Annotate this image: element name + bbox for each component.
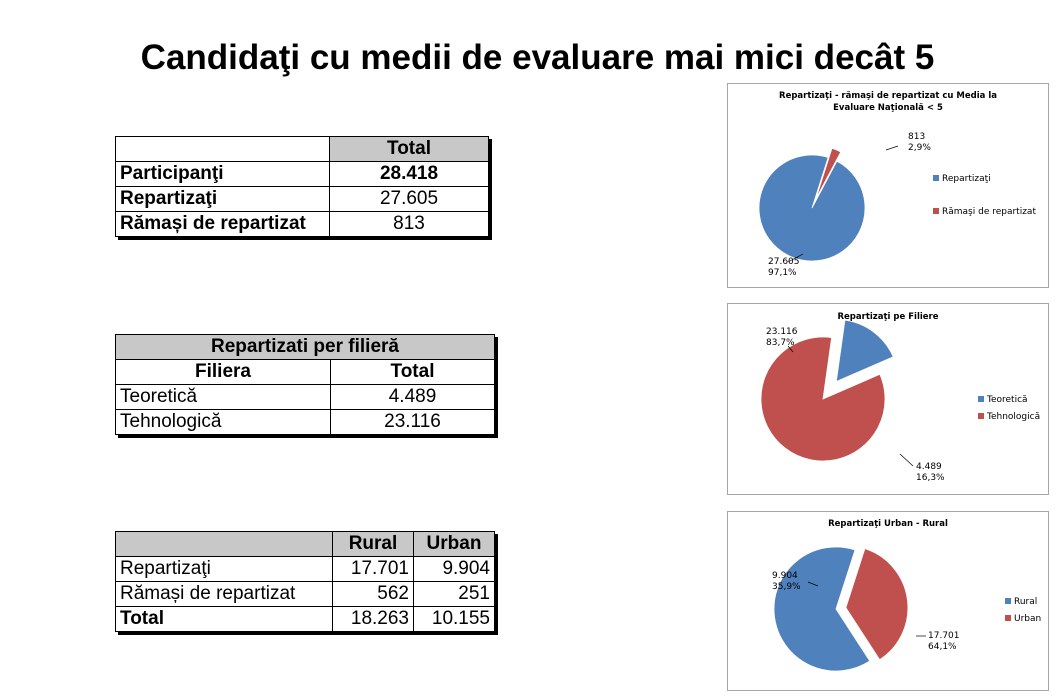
table-corner-cell <box>116 532 333 557</box>
urban-value: 251 <box>414 582 495 607</box>
leader-line <box>886 146 898 150</box>
percent-label: 97,1% <box>768 268 797 278</box>
legend-entry: Repartizaţi <box>942 174 991 184</box>
urban-value: 10.155 <box>414 607 495 632</box>
row-label: Rămași de repartizat <box>116 212 330 237</box>
percent-label: 35,9% <box>772 582 801 592</box>
row-label: Teoretică <box>116 385 331 410</box>
total-col-header: Total <box>331 360 495 385</box>
table-header-row <box>116 532 495 557</box>
table-corner-cell <box>116 137 330 162</box>
percent-label: 83,7% <box>766 338 795 348</box>
chart-urban-rural <box>727 511 1049 691</box>
data-label: 17.701 <box>928 631 960 641</box>
rural-urban-table <box>115 531 495 632</box>
table-row <box>116 410 495 435</box>
urban-value: 9.904 <box>414 557 495 582</box>
pie-chart <box>728 84 1048 287</box>
rural-value: 17.701 <box>333 557 414 582</box>
rural-value: 562 <box>333 582 414 607</box>
table-row <box>116 385 495 410</box>
legend-entry: Rural <box>1014 597 1038 607</box>
table-header-row <box>116 360 495 385</box>
legend-swatch <box>1005 598 1011 604</box>
chart-title: Repartizaţi pe Filiere <box>837 312 939 322</box>
pie-chart <box>728 512 1048 690</box>
pie-slice <box>836 320 893 381</box>
chart-filiere <box>727 303 1049 495</box>
percent-label: 16,3% <box>916 473 945 483</box>
pie-slice <box>759 155 865 261</box>
data-label: 23.116 <box>766 327 798 337</box>
row-label: Repartizaţi <box>116 557 333 582</box>
table-row <box>116 582 495 607</box>
table-title-row <box>116 335 495 360</box>
chart-title: Repartizaţi Urban - Rural <box>828 519 948 529</box>
chart-title: Repartizaţi - rămaşi de repartizat cu Media la <box>779 91 997 101</box>
data-label: 4.489 <box>916 462 942 472</box>
percent-label: 64,1% <box>928 642 957 652</box>
row-label: Repartizaţi <box>116 187 330 212</box>
data-label: 9.904 <box>772 571 798 581</box>
row-value: 23.116 <box>331 410 495 435</box>
legend-swatch <box>978 413 984 419</box>
table-row <box>116 557 495 582</box>
row-value: 813 <box>330 212 489 237</box>
legend-entry: Teoretică <box>987 395 1028 405</box>
row-label: Participanţi <box>116 162 330 187</box>
rural-header: Rural <box>333 532 414 557</box>
row-value: 28.418 <box>330 162 489 187</box>
row-label: Tehnologică <box>116 410 331 435</box>
row-label: Rămași de repartizat <box>116 582 333 607</box>
legend-entry: Urban <box>1014 614 1042 624</box>
filiera-col-header: Filiera <box>116 360 331 385</box>
participants-table <box>115 136 489 237</box>
row-value: 4.489 <box>331 385 495 410</box>
pie-chart <box>728 304 1048 494</box>
legend-entry: Tehnologică <box>987 412 1041 422</box>
legend-swatch <box>1005 615 1011 621</box>
row-value: 27.605 <box>330 187 489 212</box>
row-label: Total <box>116 607 333 632</box>
table-row <box>116 162 489 187</box>
percent-label: 2,9% <box>908 143 931 153</box>
table-row <box>116 187 489 212</box>
urban-header: Urban <box>414 532 495 557</box>
legend-swatch <box>933 175 939 181</box>
page-title: Candidaţi cu medii de evaluare mai mici decât 5 <box>140 38 935 77</box>
data-label: 27.605 <box>768 257 800 267</box>
legend-swatch <box>933 208 939 214</box>
data-label: 813 <box>908 132 926 142</box>
filiera-table <box>115 334 495 435</box>
table-row <box>116 212 489 237</box>
total-header: Total <box>330 137 489 162</box>
rural-value: 18.263 <box>333 607 414 632</box>
leader-line <box>900 454 913 466</box>
chart-title: Evaluare Naţională < 5 <box>833 103 943 113</box>
chart-repartizati-ramasi <box>727 83 1049 288</box>
legend-entry: Rămaşi de repartizat <box>942 207 1036 217</box>
filiera-table-title: Repartizati per filieră <box>116 335 495 360</box>
table-header-row <box>116 137 489 162</box>
legend-swatch <box>978 396 984 402</box>
table-row <box>116 607 495 632</box>
